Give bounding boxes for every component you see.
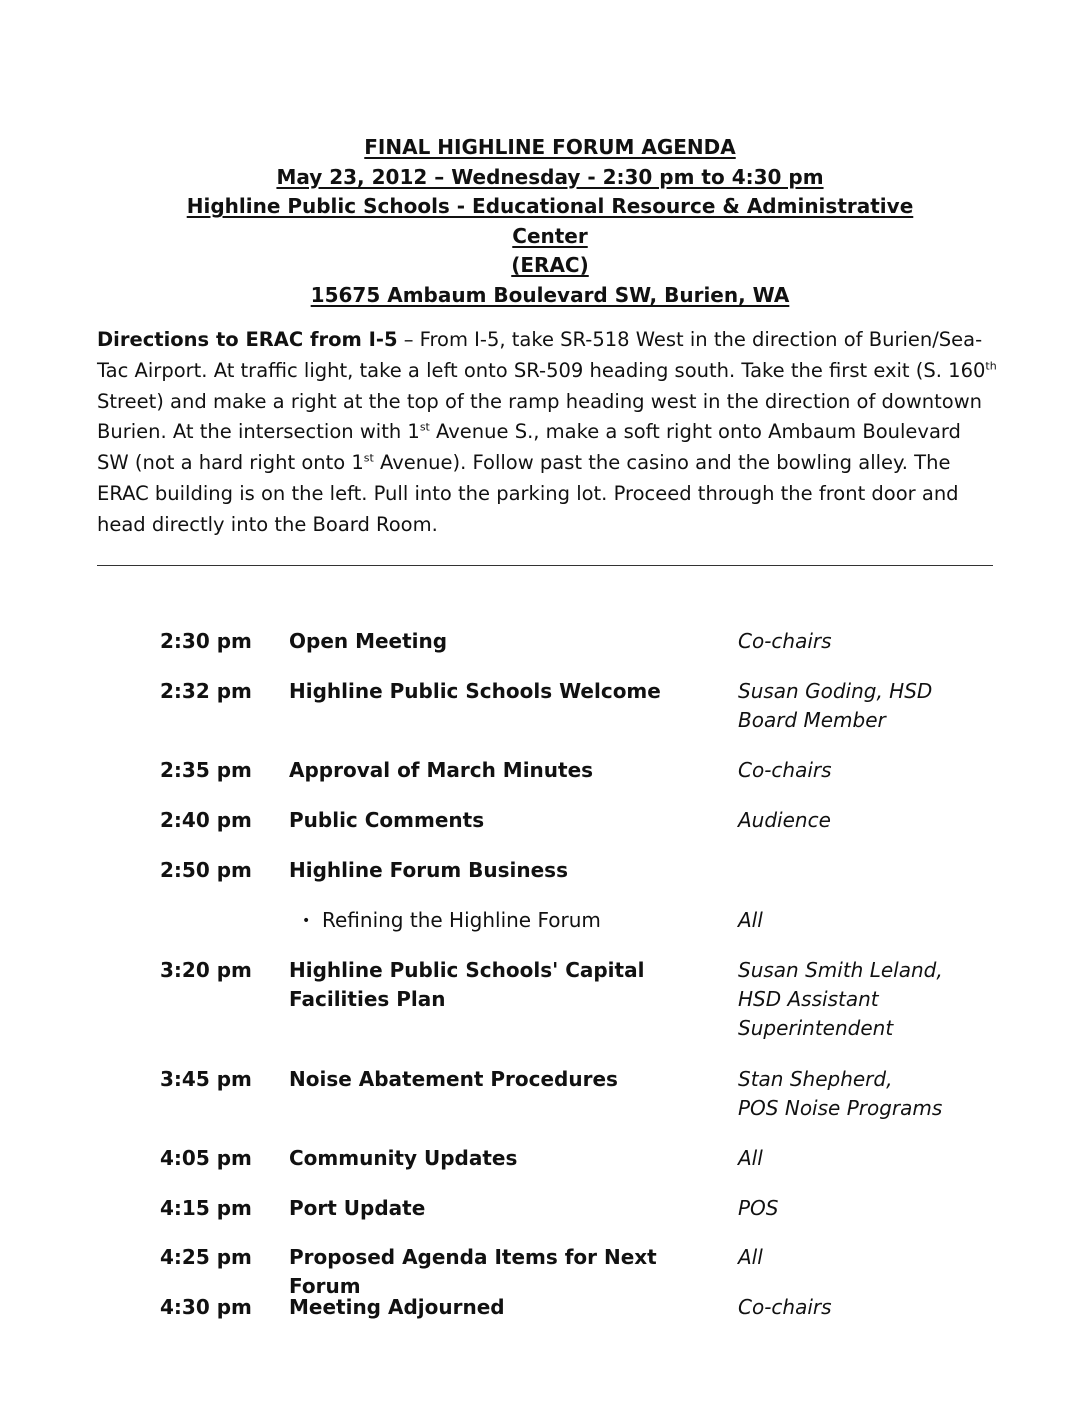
superscript-st-1: st bbox=[419, 420, 430, 434]
directions-heading: Directions to ERAC from I-5 bbox=[97, 328, 398, 351]
presenter-line: Co-chairs bbox=[738, 629, 832, 653]
agenda-presenter bbox=[738, 677, 1038, 735]
presenter-line: POS Noise Programs bbox=[738, 1096, 943, 1120]
venue-abbreviation: (ERAC) bbox=[511, 253, 589, 277]
agenda-time: 4:30 pm bbox=[160, 1295, 252, 1319]
agenda-item: Community Updates bbox=[289, 1146, 518, 1170]
agenda-presenter bbox=[738, 956, 1038, 1043]
agenda-time: 2:50 pm bbox=[160, 858, 252, 882]
agenda-time: 4:15 pm bbox=[160, 1196, 252, 1220]
meeting-date-time: May 23, 2012 – Wednesday - 2:30 pm to 4:30 pm bbox=[276, 164, 824, 189]
presenter-line: Stan Shepherd, bbox=[738, 1067, 893, 1091]
presenter-line: POS bbox=[738, 1196, 779, 1220]
presenter-line: Co-chairs bbox=[738, 1295, 832, 1319]
agenda-presenter bbox=[738, 1293, 1038, 1322]
agenda-subitem-label: Refining the Highline Forum bbox=[322, 908, 601, 932]
agenda-presenter bbox=[738, 1194, 1038, 1223]
presenter-line: HSD Assistant bbox=[738, 987, 879, 1011]
agenda-time: 2:32 pm bbox=[160, 679, 252, 703]
venue-address: 15675 Ambaum Boulevard SW, Burien, WA bbox=[310, 282, 790, 307]
venue-name: Highline Public Schools - Educational Resource & Administrative Center bbox=[186, 194, 914, 248]
agenda-item: Proposed Agenda Items for Next Forum bbox=[289, 1245, 657, 1298]
agenda-item-line: Highline Public Schools' Capital bbox=[289, 958, 645, 982]
agenda-time: 2:30 pm bbox=[160, 629, 252, 653]
agenda-presenter bbox=[738, 1243, 1038, 1272]
directions-text-1: – From I-5, take SR-518 West in the direction of Burien/Sea-Tac Airport. At traffic light, take a left onto SR-509 heading south. Take the first exit (S. 160 bbox=[97, 328, 986, 382]
directions-text-3: Avenue S., make a soft right onto Ambaum Boulevard SW (not a hard right onto 1 bbox=[97, 420, 961, 475]
directions-text-4: Avenue). Follow past the casino and the bowling alley. The ERAC building is on the left. Pull into the parking lot. Proceed through the front door and head directly into the Board Room. bbox=[97, 451, 959, 536]
agenda-time: 4:25 pm bbox=[160, 1245, 252, 1269]
presenter-line: Audience bbox=[738, 808, 831, 832]
agenda-item: Noise Abatement Procedures bbox=[289, 1067, 618, 1091]
agenda-item: Approval of March Minutes bbox=[289, 758, 594, 782]
agenda-presenter bbox=[738, 906, 1038, 935]
agenda-time: 2:35 pm bbox=[160, 758, 252, 782]
presenter-line: All bbox=[738, 1146, 763, 1170]
presenter-line: Board Member bbox=[738, 708, 886, 732]
agenda-item: Port Update bbox=[289, 1196, 426, 1220]
agenda-presenter bbox=[738, 806, 1038, 835]
section-divider bbox=[97, 565, 993, 566]
presenter-line: Co-chairs bbox=[738, 758, 832, 782]
agenda-time: 3:45 pm bbox=[160, 1067, 252, 1091]
agenda-time: 3:20 pm bbox=[160, 958, 252, 982]
superscript-th: th bbox=[985, 359, 997, 373]
agenda-item: Highline Forum Business bbox=[289, 858, 568, 882]
agenda-item: Meeting Adjourned bbox=[289, 1295, 505, 1319]
agenda-presenter bbox=[738, 627, 1038, 656]
agenda-item: Highline Public Schools Welcome bbox=[289, 679, 661, 703]
agenda-item: Public Comments bbox=[289, 808, 485, 832]
agenda-time: 4:05 pm bbox=[160, 1146, 252, 1170]
directions-paragraph bbox=[97, 325, 997, 541]
directions-text-2: Street) and make a right at the top of the ramp heading west in the direction of downtown Burien. At the intersection with 1 bbox=[97, 389, 983, 444]
superscript-st-2: st bbox=[363, 451, 374, 465]
presenter-line: Susan Smith Leland, bbox=[738, 958, 943, 982]
agenda-title: FINAL HIGHLINE FORUM AGENDA bbox=[364, 135, 736, 159]
presenter-line: Superintendent bbox=[738, 1016, 894, 1040]
agenda-presenter bbox=[738, 1144, 1038, 1173]
agenda-presenter bbox=[738, 1065, 1038, 1123]
agenda-time: 2:40 pm bbox=[160, 808, 252, 832]
presenter-line: Susan Goding, HSD bbox=[738, 679, 933, 703]
agenda-item bbox=[289, 956, 729, 1014]
bullet-icon: • bbox=[302, 913, 311, 929]
presenter-line: All bbox=[738, 1245, 763, 1269]
agenda-item-line: Facilities Plan bbox=[289, 987, 446, 1011]
agenda-presenter bbox=[738, 756, 1038, 785]
agenda-subitem bbox=[302, 906, 742, 936]
agenda-header bbox=[150, 133, 950, 310]
agenda-item: Open Meeting bbox=[289, 629, 448, 653]
presenter-line: All bbox=[738, 908, 763, 932]
